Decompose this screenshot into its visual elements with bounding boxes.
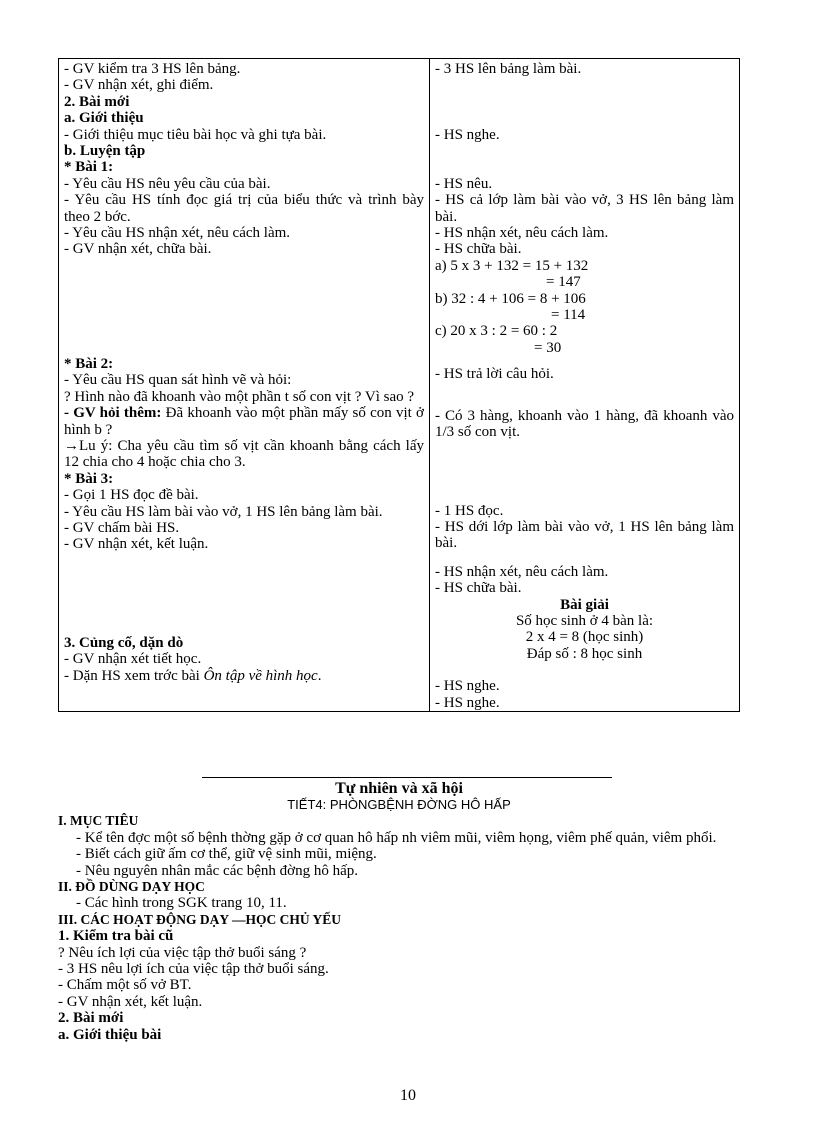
text-run: - Dặn HS xem trớc bài [64,667,204,684]
section-heading: 2. Bài mới [64,93,130,110]
text-line: - Các hình trong SGK trang 10, 11. [76,895,287,912]
text-line [64,668,424,684]
spacer [435,383,734,408]
text-line: - Giới thiệu mục tiêu bài học và ghi tựa bài. [64,126,327,143]
text-line: ? Nêu ích lợi của việc tập thở buổi sáng ? [58,944,307,961]
text-line: - Nêu nguyên nhân mắc các bệnh đờng hô hấp. [76,862,359,879]
spacer [435,356,734,366]
lesson-body [58,813,740,1043]
text-line: c) 20 x 3 : 2 = 60 : 2 [435,323,558,340]
lesson-title: TIẾT4: PHÒNGBỆNH ĐỜNG HÔ HẤP [287,797,511,813]
text-line: - HS cả lớp làm bài vào vở, 3 HS lên bảng làm bài. [435,192,734,225]
text-run: Đã khoanh vào một phần mấy số con vịt ở hình b ? [64,405,424,438]
text-line: - 3 HS nêu lợi ích của việc tập thở buổi sáng. [58,961,329,978]
section-heading: Bài giải [560,596,609,613]
next-lesson-section [58,781,740,1043]
section-divider [202,777,612,778]
text-line: - GV nhận xét, chữa bài. [64,241,212,258]
text-line: Số học sinh ở 4 bàn là: [515,612,654,629]
spacer [435,441,734,503]
subject-heading: Tự nhiên và xã hội [335,780,463,797]
text-line: - GV nhận xét, kết luận. [58,993,203,1010]
section-heading: * Bài 1: [64,159,114,176]
text-line: - Kể tên đợc một số bệnh thờng gặp ở cơ quan hô hấp nh viêm mũi, viêm họng, viêm phế quản, viêm phổi. [76,829,717,846]
equation-result: = 114 [551,307,586,324]
section-heading: 1. Kiểm tra bài cũ [58,928,174,945]
equation-result: = 30 [534,339,562,356]
text-line: - Yêu cầu HS quan sát hình vẽ và hỏi: [64,372,292,389]
spacer [64,553,424,635]
text-line: 2 x 4 = 8 (học sinh) [525,629,644,646]
text-line: - HS nhận xét, nêu cách làm. [435,225,609,242]
text-line: b) 32 : 4 + 106 = 8 + 106 [435,290,586,307]
section-heading: b. Luyện tập [64,143,146,160]
section-heading: * Bài 3: [64,470,114,487]
spacer [435,144,734,176]
section-heading: I. MỤC TIÊU [58,813,139,829]
text-line: - HS nghe. [435,694,500,711]
text-line: - HS nhận xét, nêu cách làm. [435,563,609,580]
text-line: - GV chấm bài HS. [64,519,180,536]
spacer [435,662,734,678]
page-number: 10 [400,1087,416,1104]
lesson-name: Ôn tập về hình học [203,667,318,684]
section-heading: III. CÁC HOẠT ĐỘNG DẠY —HỌC CHỦ YẾU [58,911,342,927]
student-activities-column [430,59,740,712]
text-line: - HS nghe. [435,127,500,144]
text-line: →Lu ý: Cha yêu cầu tìm số vịt cần khoanh bằng cách lấy 12 chia cho 4 hoặc chia cho 3. [64,437,424,471]
lesson-table [58,58,740,712]
spacer [435,77,734,127]
text-line: - HS trả lời câu hỏi. [435,366,554,383]
text-line: - HS nêu. [435,175,493,192]
section-heading: 2. Bài mới [58,1010,124,1027]
section-heading: 3. Củng cố, dặn dò [64,634,184,651]
text-line: - Có 3 hàng, khoanh vào 1 hàng, đã khoanh vào 1/3 số con vịt. [435,407,734,441]
text-line: - Gọi 1 HS đọc đề bài. [64,487,199,504]
section-heading: II. ĐỒ DÙNG DẠY HỌC [58,879,205,895]
section-heading: a. Giới thiệu [64,110,144,127]
text-line: - 1 HS đọc. [435,502,504,519]
text-line: - HS chữa bài. [435,580,522,597]
section-heading: a. Giới thiệu bài [58,1026,162,1043]
text-line: - GV nhận xét, kết luận. [64,536,209,553]
text-line: - Yêu cầu HS nhận xét, nêu cách làm. [64,225,291,242]
section-heading: * Bài 2: [64,355,114,372]
text-line: - HS dới lớp làm bài vào vở, 1 HS lên bảng làm bài. [435,518,734,552]
text-line: - 3 HS lên bảng làm bài. [435,61,582,77]
text-line [64,405,424,438]
bold-lead: - GV hỏi thêm: [64,405,162,422]
text-line: - Chấm một số vở BT. [58,977,192,994]
text-line: ? Hình nào đã khoanh vào một phần t số con vịt ? Vì sao ? [64,388,415,405]
text-line: - GV nhận xét, ghi điểm. [64,77,214,94]
text-line: a) 5 x 3 + 132 = 15 + 132 [435,257,589,274]
text-line: - Yêu cầu HS tính đọc giá trị của biểu thức và trình bày theo 2 bớc. [64,192,424,225]
text-line: - GV kiểm tra 3 HS lên bảng. [64,61,241,77]
teacher-activities-column [59,59,430,712]
text-line: - Yêu cầu HS làm bài vào vở, 1 HS lên bảng làm bài. [64,503,383,520]
text-run: . [317,667,322,684]
text-line: - Yêu cầu HS nêu yêu cầu của bài. [64,175,271,192]
text-line: - HS chữa bài. [435,241,522,258]
table-row [59,59,740,712]
text-line: - HS nghe. [435,678,500,695]
text-line: Đáp số : 8 học sinh [526,645,643,662]
text-line: - Biết cách giữ ấm cơ thể, giữ vệ sinh mũi, miệng. [76,846,377,863]
spacer [64,258,424,356]
text-line: - GV nhận xét tiết học. [64,651,202,668]
equation-result: = 147 [546,274,581,291]
spacer [435,552,734,564]
